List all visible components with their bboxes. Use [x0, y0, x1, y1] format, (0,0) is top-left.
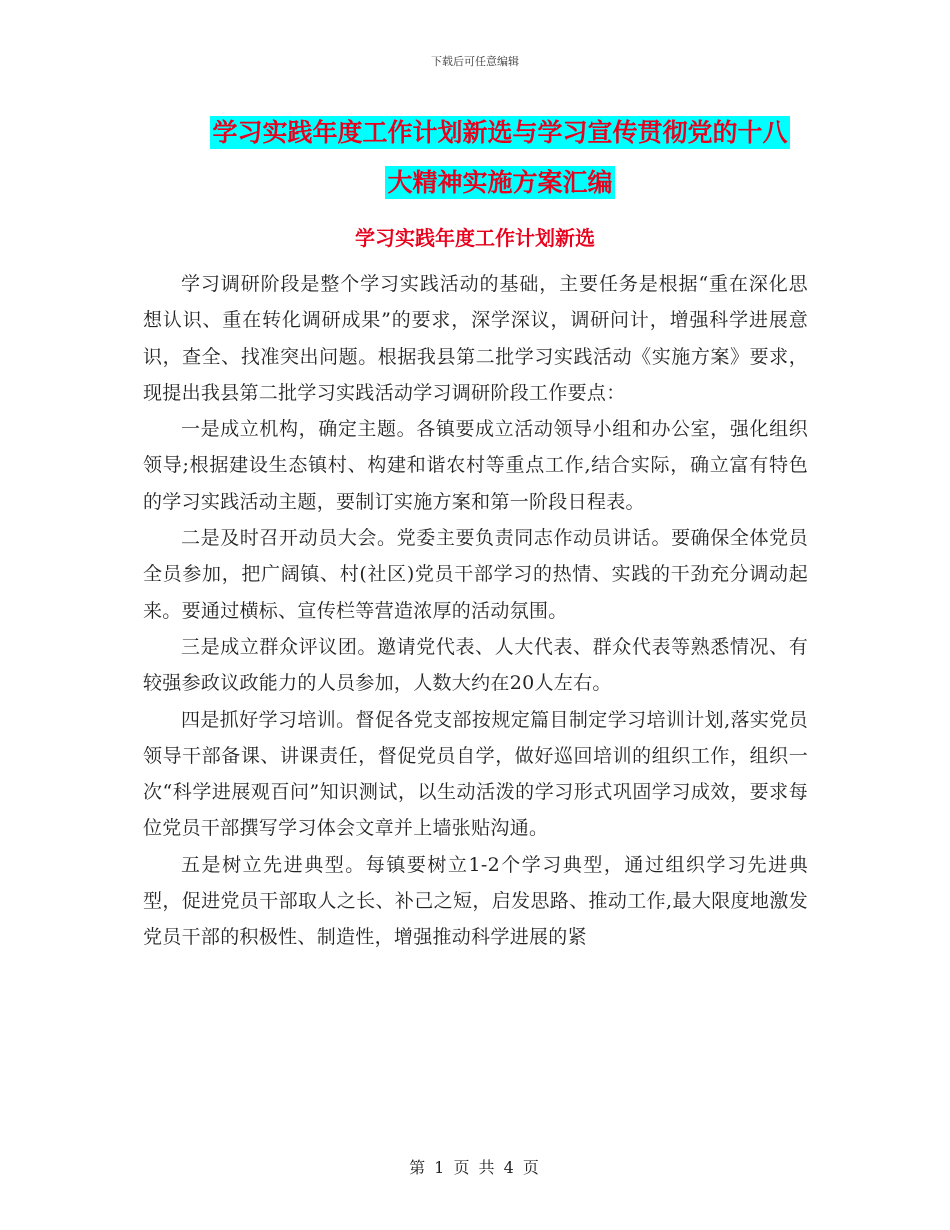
paragraph-4: 三是成立群众评议团。邀请党代表、人大代表、群众代表等熟悉情况、有较强参政议政能力的人员参加，人数大约在20人左右。 [143, 635, 808, 695]
document-body [143, 266, 808, 956]
title-line-2: 大精神实施方案汇编 [387, 168, 613, 197]
section-title: 学习实践年度工作计划新选 [355, 226, 595, 250]
paragraph-2: 一是成立机构，确定主题。各镇要成立活动领导小组和办公室，强化组织领导;根据建设生态镇村、构建和谐农村等重点工作,结合实际，确立富有特色的学习实践活动主题，要制订实施方案和第一阶段日程表。 [143, 418, 808, 513]
paragraph-5: 四是抓好学习培训。督促各党支部按规定篇目制定学习培训计划,落实党员领导干部备课、讲课责任，督促党员自学，做好巡回培训的组织工作，组织一次“科学进展观百问”知识测试，以生动活泼的学习形式巩固学习成效，要求每位党员干部撰写学习体会文章并上墙张贴沟通。 [143, 708, 808, 840]
page-indicator: 第 1 页 共 4 页 [409, 1158, 541, 1177]
paragraph-6: 五是树立先进典型。每镇要树立1-2个学习典型，通过组织学习先进典型，促进党员干部取人之长、补己之短，启发思路、推动工作,最大限度地激发党员干部的积极性、制造性，增强推动科学进展的紧 [143, 853, 808, 949]
paragraph-3: 二是及时召开动员大会。党委主要负责同志作动员讲话。要确保全体党员全员参加，把广阔镇、村(社区)党员干部学习的热情、实践的干劲充分调动起来。要通过横标、宣传栏等营造浓厚的活动氛围。 [143, 527, 808, 622]
document-title [140, 108, 860, 208]
header-note: 下载后可任意编辑 [431, 55, 519, 68]
title-line-1: 学习实践年度工作计划新选与学习宣传贯彻党的十八 [212, 118, 788, 147]
paragraph-1: 学习调研阶段是整个学习实践活动的基础，主要任务是根据“重在深化思想认识、重在转化调研成果”的要求，深学深议，调研问计，增强科学进展意识，查全、找准突出问题。根据我县第二批学习实践活动《实施方案》要求，现提出我县第二批学习实践活动学习调研阶段工作要点： [143, 273, 808, 404]
